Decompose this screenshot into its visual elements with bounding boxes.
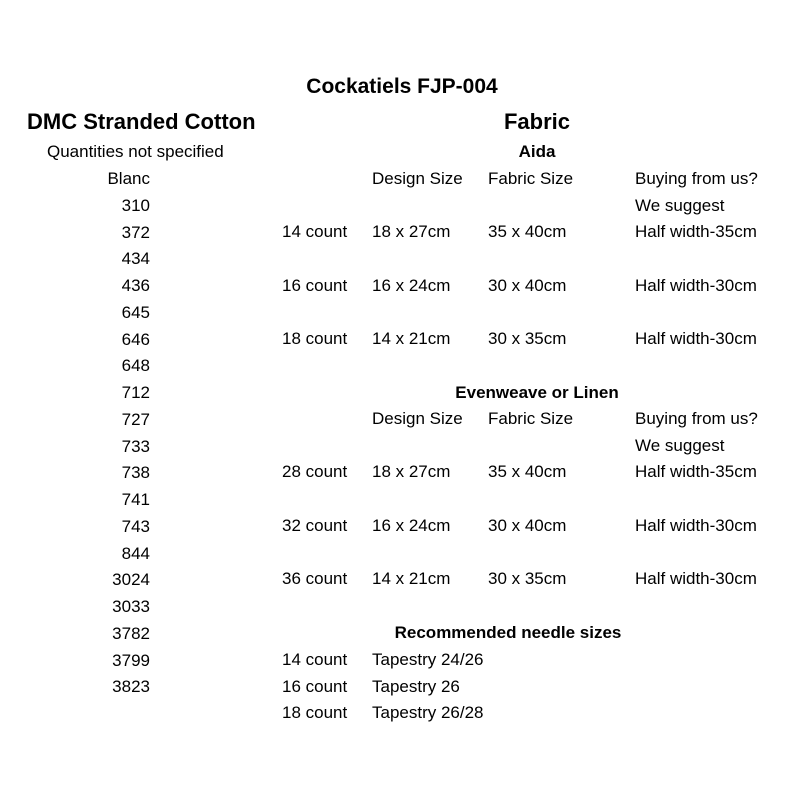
fabric-heading: Fabric <box>503 109 571 134</box>
evenweave-row-fabric: 30 x 40cm <box>488 516 567 535</box>
evenweave-row-design: 16 x 24cm <box>372 516 451 535</box>
aida-suggest: We suggest <box>635 196 725 215</box>
dmc-color-code: 645 <box>121 303 150 322</box>
dmc-color-code: 648 <box>121 356 150 375</box>
dmc-color-code: 3823 <box>112 677 150 696</box>
dmc-color-code: 434 <box>121 249 150 268</box>
evenweave-row-fabric: 35 x 40cm <box>488 462 567 481</box>
dmc-color-code: 3033 <box>112 597 150 616</box>
aida-row-design: 18 x 27cm <box>372 222 451 241</box>
evenweave-row-fabric: 30 x 35cm <box>488 569 567 588</box>
aida-col-fabric: Fabric Size <box>488 169 574 188</box>
aida-row-buy: Half width-30cm <box>635 276 757 295</box>
evenweave-row-count: 32 count <box>282 516 348 535</box>
dmc-note: Quantities not specified <box>47 142 224 161</box>
dmc-color-code: 727 <box>121 410 150 429</box>
dmc-heading: DMC Stranded Cotton <box>27 109 256 134</box>
needle-row-count: 18 count <box>282 703 348 722</box>
needle-row-size: Tapestry 26/28 <box>372 703 484 722</box>
needle-row-count: 14 count <box>282 650 348 669</box>
dmc-color-code: 733 <box>121 437 150 456</box>
evenweave-row-design: 14 x 21cm <box>372 569 451 588</box>
dmc-color-code: 646 <box>121 330 150 349</box>
aida-row-fabric: 30 x 35cm <box>488 329 567 348</box>
evenweave-row-count: 36 count <box>282 569 348 588</box>
evenweave-col-buy: Buying from us? <box>635 409 758 428</box>
page-title: Cockatiels FJP-004 <box>306 75 498 98</box>
evenweave-row-count: 28 count <box>282 462 348 481</box>
aida-col-design: Design Size <box>372 169 463 188</box>
evenweave-col-design: Design Size <box>372 409 463 428</box>
needle-row-count: 16 count <box>282 677 348 696</box>
dmc-color-code: Blanc <box>107 169 150 188</box>
aida-heading: Aida <box>518 142 556 161</box>
evenweave-suggest: We suggest <box>635 436 725 455</box>
dmc-color-code: 738 <box>121 463 150 482</box>
evenweave-row-buy: Half width-35cm <box>635 462 757 481</box>
dmc-color-code: 3782 <box>112 624 150 643</box>
aida-row-count: 16 count <box>282 276 348 295</box>
dmc-color-code: 712 <box>121 383 150 402</box>
aida-row-buy: Half width-30cm <box>635 329 757 348</box>
evenweave-heading: Evenweave or Linen <box>455 383 619 402</box>
dmc-color-code: 741 <box>121 490 150 509</box>
dmc-color-code: 844 <box>121 544 150 563</box>
needle-row-size: Tapestry 26 <box>372 677 460 696</box>
aida-row-fabric: 35 x 40cm <box>488 222 567 241</box>
dmc-color-code: 3799 <box>112 651 150 670</box>
aida-col-buy: Buying from us? <box>635 169 758 188</box>
dmc-color-code: 310 <box>121 196 150 215</box>
aida-row-design: 16 x 24cm <box>372 276 451 295</box>
evenweave-row-buy: Half width-30cm <box>635 569 757 588</box>
aida-row-count: 18 count <box>282 329 348 348</box>
aida-row-buy: Half width-35cm <box>635 222 757 241</box>
aida-row-count: 14 count <box>282 222 348 241</box>
aida-row-fabric: 30 x 40cm <box>488 276 567 295</box>
dmc-color-code: 3024 <box>112 570 150 589</box>
aida-row-design: 14 x 21cm <box>372 329 451 348</box>
needle-row-size: Tapestry 24/26 <box>372 650 484 669</box>
dmc-color-code: 372 <box>121 223 150 242</box>
evenweave-row-buy: Half width-30cm <box>635 516 757 535</box>
evenweave-row-design: 18 x 27cm <box>372 462 451 481</box>
dmc-color-code: 743 <box>121 517 150 536</box>
evenweave-col-fabric: Fabric Size <box>488 409 574 428</box>
needles-heading: Recommended needle sizes <box>394 623 622 642</box>
dmc-color-code: 436 <box>121 276 150 295</box>
